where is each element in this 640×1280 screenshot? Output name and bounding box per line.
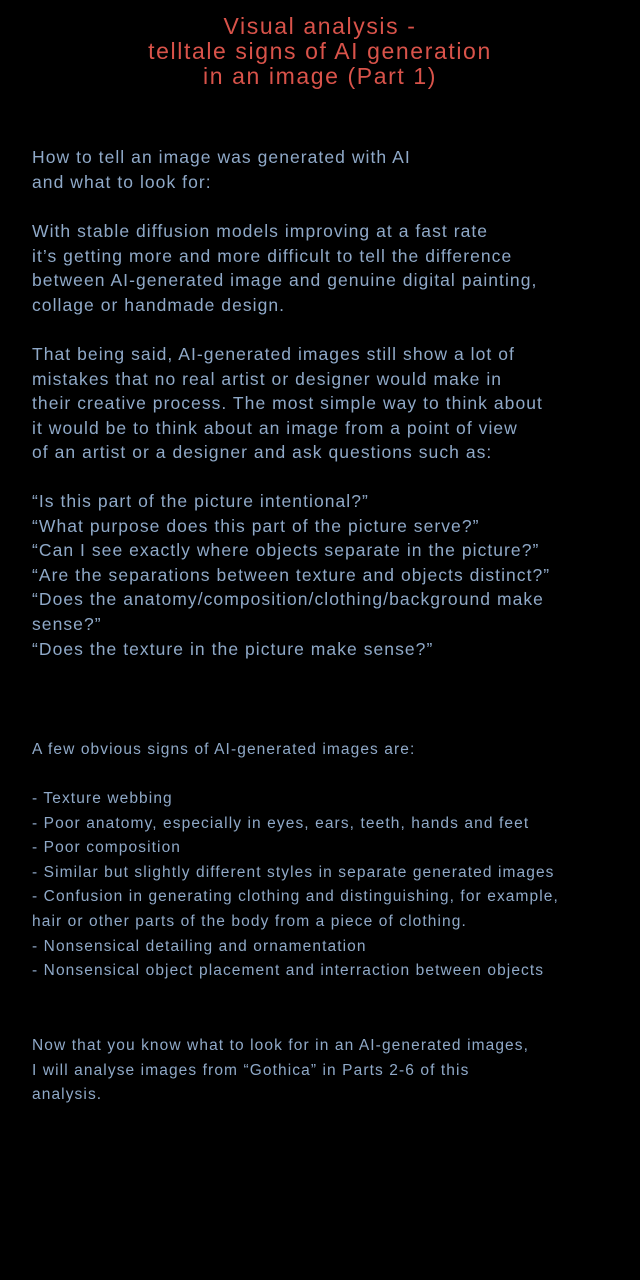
sign-item: - Poor anatomy, especially in eyes, ears, teeth, hands and feet: [32, 814, 530, 832]
question-item: “Does the texture in the picture make sense?”: [32, 638, 434, 659]
para1-line-4: collage or handmade design.: [32, 294, 286, 315]
outro-line-2: I will analyse images from “Gothica” in Parts 2-6 of this: [32, 1061, 470, 1079]
paragraph-mistakes: [32, 342, 622, 465]
question-item: “Can I see exactly where objects separate in the picture?”: [32, 540, 540, 561]
title-line-2: telltale signs of AI generation: [148, 38, 492, 64]
para2-line-2: mistakes that no real artist or designer would make in: [32, 368, 503, 389]
sign-item: - Nonsensical detailing and ornamentation: [32, 937, 367, 955]
sign-item: hair or other parts of the body from a piece of clothing.: [32, 912, 467, 930]
sign-item: - Confusion in generating clothing and distinguishing, for example,: [32, 888, 559, 906]
sign-item: - Nonsensical object placement and interraction between objects: [32, 962, 545, 980]
para2-line-1: That being said, AI-generated images still show a lot of: [32, 344, 515, 364]
paragraph-diffusion: [32, 219, 622, 317]
question-item: sense?”: [32, 613, 102, 634]
title-line-1: Visual analysis -: [223, 13, 417, 39]
question-item: “Is this part of the picture intentional?”: [32, 491, 369, 511]
intro-line-2: and what to look for:: [32, 171, 212, 192]
para2-line-5: of an artist or a designer and ask questions such as:: [32, 442, 493, 463]
question-item: “Are the separations between texture and objects distinct?”: [32, 564, 551, 585]
outro-line-1: Now that you know what to look for in an AI-generated images,: [32, 1037, 530, 1054]
outro-paragraph: [32, 1034, 622, 1108]
signs-heading-text: A few obvious signs of AI-generated images are:: [32, 741, 416, 758]
intro-line-1: How to tell an image was generated with AI: [32, 147, 411, 167]
signs-heading: [32, 738, 622, 763]
sign-item: - Similar but slightly different styles in separate generated images: [32, 863, 555, 881]
para1-line-3: between AI-generated image and genuine digital painting,: [32, 270, 538, 291]
question-list: [32, 489, 622, 661]
sign-item: - Poor composition: [32, 839, 182, 857]
intro-paragraph: [32, 145, 622, 194]
title-line-3: in an image (Part 1): [203, 63, 437, 89]
question-item: “Does the anatomy/composition/clothing/background make: [32, 589, 544, 610]
para1-line-1: With stable diffusion models improving at a fast rate: [32, 221, 489, 241]
para1-line-2: it’s getting more and more difficult to tell the difference: [32, 245, 513, 266]
signs-list: [32, 787, 622, 984]
para2-line-3: their creative process. The most simple way to think about: [32, 393, 543, 414]
outro-line-3: analysis.: [32, 1086, 103, 1104]
page-title: [0, 14, 640, 89]
sign-item: - Texture webbing: [32, 790, 173, 807]
para2-line-4: it would be to think about an image from a point of view: [32, 417, 518, 438]
question-item: “What purpose does this part of the picture serve?”: [32, 515, 480, 536]
